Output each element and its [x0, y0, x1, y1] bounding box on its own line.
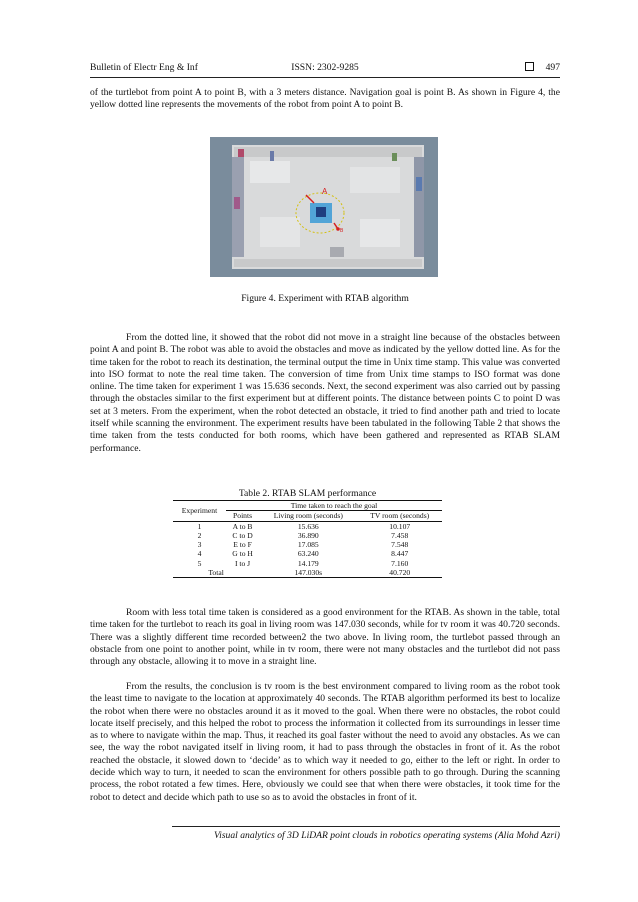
checkbox-glyph-icon [525, 62, 534, 71]
cell-points: G to H [232, 549, 253, 559]
table-row [173, 549, 442, 558]
running-footer: Visual analytics of 3D LiDAR point clouds in robotics operating systems (Alia Mohd Azri) [214, 830, 560, 841]
cell-exp: 1 [197, 521, 202, 531]
journal-name: Bulletin of Electr Eng & Inf [90, 62, 198, 73]
total-tv: 40.720 [389, 568, 411, 578]
page-number: 497 [545, 62, 560, 73]
cell-living: 63.240 [297, 549, 319, 559]
cell-living: 17.085 [297, 540, 319, 550]
cell-tv: 7.548 [391, 540, 409, 550]
cell-exp: 3 [197, 540, 202, 550]
cell-exp: 4 [197, 549, 202, 559]
table-row [173, 521, 442, 531]
cell-points: C to D [232, 530, 253, 540]
header-rule [90, 77, 560, 78]
cell-exp: 2 [197, 530, 202, 540]
table-row [173, 559, 442, 568]
col-living: Living room (seconds) [259, 511, 357, 521]
footer-rule [172, 826, 560, 827]
cell-tv: 7.160 [391, 558, 409, 568]
total-label: Total [208, 568, 224, 578]
page-number-block [525, 62, 560, 73]
table-title: Table 2. RTAB SLAM performance [238, 488, 377, 499]
intro-paragraph: of the turtlebot from point A to point B, with a 3 meters distance. Navigation goal is point B. As shown in Figure 4, the yellow dotted line represents the movements of the robot from point A to point B. [90, 87, 560, 111]
total-living: 147.030s [294, 568, 323, 578]
paragraph-2: From the dotted line, it showed that the robot did not move in a straight line because of the obstacles between point A and point B. The robot was able to avoid the obstacles and move as indicated by the yellow dotted line. As for the time taken for the robot to reach its destination, the terminal output the time in Unix time stamp. This value was converted into ISO format to note the real time taken. The conversion of time from Unix time stamps to ISO format was done online. The time taken for experiment 1 was 15.636 seconds. Next, the second experiment was also carried out by passing through the obstacles similar to the first experiment but at different points. The distance between points C to point D was set at 3 meters. From the experiment, when the robot detected an obstacle, it tried to find another path and tried to locate itself while scanning the environment. The experiment results have been tabulated in the following Table 2 that shows the time taken from the tests conducted for both rooms, which have been gathered and represented as RTAB SLAM performance. [90, 332, 560, 454]
col-group: Time taken to reach the goal [226, 501, 442, 511]
cell-tv: 7.458 [391, 530, 409, 540]
cell-tv: 10.107 [389, 521, 411, 531]
col-tv: TV room (seconds) [357, 511, 442, 521]
point-b-label: B [340, 228, 344, 234]
col-points: Points [226, 511, 259, 521]
cell-points: I to J [234, 558, 251, 568]
paragraph-4: From the results, the conclusion is tv room is the best environment compared to living room as the robot took the least time to navigate to the location at approximately 40 seconds. The RTAB algorithm performed its best to localize the robot when there were no obstacles around it as it moved to the goal. When there were no obstacles, the robot could locate itself precisely, and this helped the robot to process the information it collected from its surroundings in lesser time as to where to navigate within the map. Thus, it reached its goal faster without the need to avoid any obstacles. As we can see, the way the robot navigated itself in living room, it had to pass through the obstacles in front of it. As the robot reached the obstacle, it slowed down to ‘decide’ as to which way it needed to go, either to the left or right. In order to decide which way to turn, it needed to scan the environment for others possible path to go through. During the scanning process, the robot rotated a few times. Here, obviously we could see that when there were obstacles, it took time for the robot to detect and decide which path to use so as to avoid the obstacles in front of it. [90, 681, 560, 803]
cell-living: 15.636 [297, 521, 319, 531]
issn: ISSN: 2302-9285 [291, 62, 359, 73]
table-total-row [173, 568, 442, 578]
table-row [173, 531, 442, 540]
cell-points: E to F [233, 540, 252, 550]
paragraph-3: Room with less total time taken is considered as a good environment for the RTAB. As shown in the table, total time taken for the turtlebot to reach its goal in living room was 147.030 seconds, while for tv room it was 40.720 seconds. There was a slightly different time recorded between2 the two above. In living room, the turtlebot passed through an obstacle from one point to another point, while in tv room, there were not many obstacles and the turtlebot did not pass through any obstacle, allowing it to move in a straight line. [90, 607, 560, 668]
cell-exp: 5 [197, 558, 202, 568]
figure-4-image [210, 137, 438, 277]
rtab-performance-table [173, 500, 442, 578]
cell-living: 14.179 [297, 558, 319, 568]
point-a-label: A [322, 187, 328, 196]
running-header [90, 62, 560, 76]
cell-tv: 8.447 [391, 549, 409, 559]
cell-living: 36.890 [297, 530, 319, 540]
table-row [173, 540, 442, 549]
col-experiment: Experiment [173, 501, 226, 522]
cell-points: A to B [232, 521, 253, 531]
figure-caption: Figure 4. Experiment with RTAB algorithm [241, 293, 409, 304]
